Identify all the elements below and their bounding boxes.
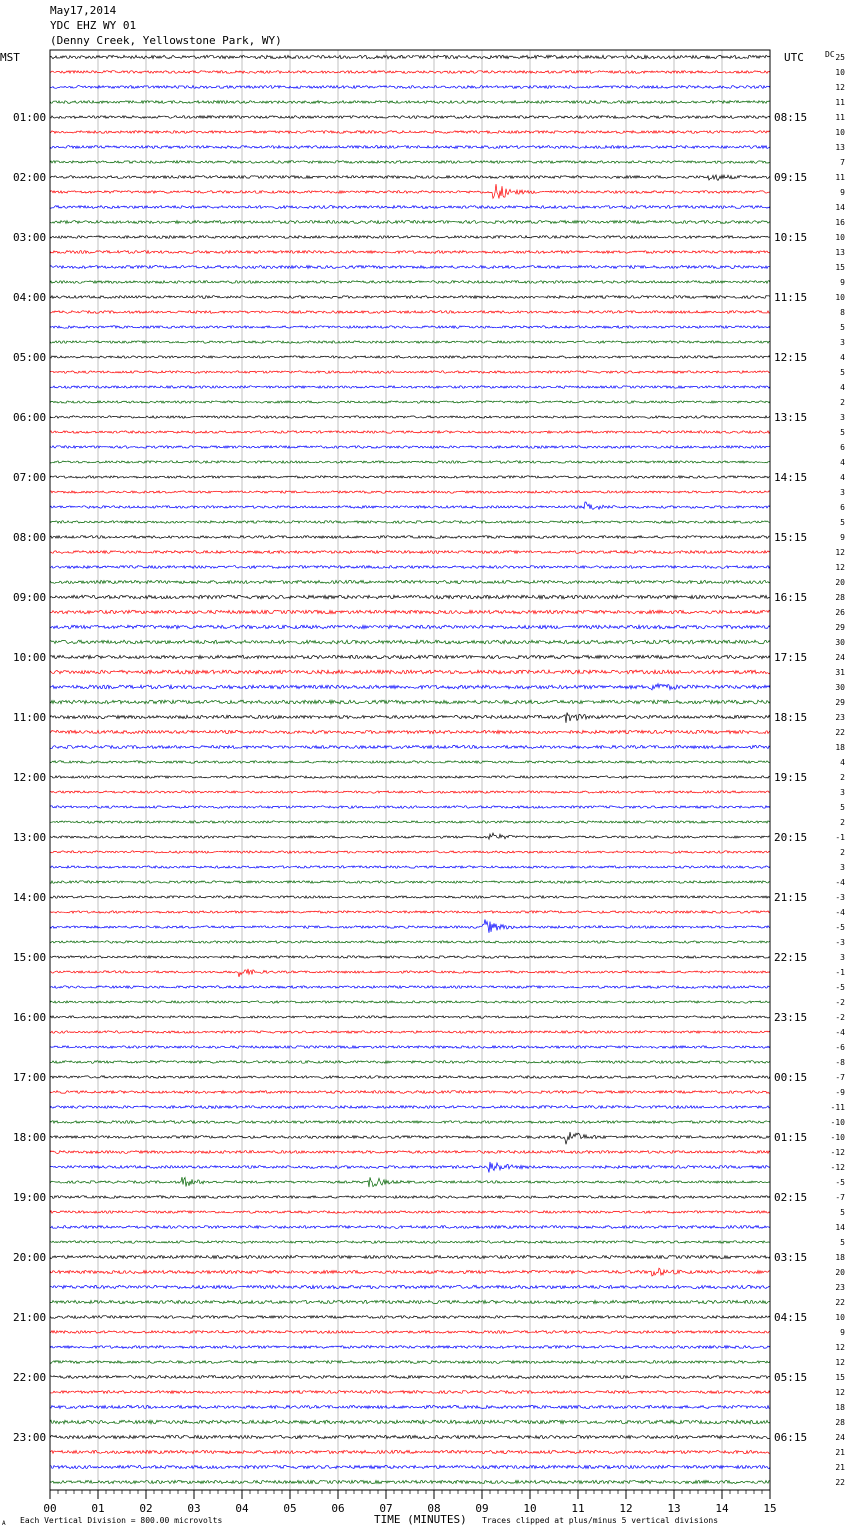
dc-offset-value: 16 (835, 218, 845, 227)
trace-42 (50, 684, 770, 690)
trace-54 (50, 866, 770, 868)
trace-57 (50, 911, 770, 913)
trace-33 (50, 551, 770, 554)
mst-hour-label: 11:00 (13, 711, 47, 724)
utc-hour-label: 03:15 (774, 1251, 808, 1264)
trace-23 (50, 401, 770, 403)
dc-offset-value: 9 (840, 188, 845, 197)
dc-offset-value: 6 (840, 503, 845, 512)
trace-63 (50, 1001, 770, 1003)
trace-58 (50, 919, 770, 932)
trace-67 (50, 1061, 770, 1064)
dc-offset-value: 3 (840, 788, 845, 797)
x-tick-label: 08 (427, 1502, 441, 1515)
mst-hour-label: 05:00 (13, 351, 47, 364)
trace-11 (50, 221, 770, 224)
dc-offset-value: 10 (835, 233, 845, 242)
mst-hour-label: 21:00 (13, 1311, 47, 1324)
trace-93 (50, 1450, 770, 1453)
mst-hour-label: 04:00 (13, 291, 47, 304)
dc-offset-value: 5 (840, 518, 845, 527)
dc-offset-value: 7 (840, 158, 845, 167)
trace-90 (50, 1406, 770, 1409)
dc-offset-value: 8 (840, 308, 845, 317)
dc-offset-value: 6 (840, 443, 845, 452)
trace-53 (50, 851, 770, 853)
utc-hour-label: 10:15 (774, 231, 808, 244)
dc-offset-value: 26 (835, 608, 845, 617)
dc-offset-value: 11 (835, 113, 845, 122)
dc-offset-value: 28 (835, 593, 845, 602)
trace-81 (50, 1268, 770, 1276)
trace-18 (50, 326, 770, 328)
dc-offset-value: 13 (835, 248, 845, 257)
trace-34 (50, 566, 770, 569)
mst-hour-label: 17:00 (13, 1071, 47, 1084)
dc-offset-value: 3 (840, 338, 845, 347)
mst-hour-label: 01:00 (13, 111, 47, 124)
dc-offset-value: 31 (835, 668, 845, 677)
mst-hour-label: 07:00 (13, 471, 47, 484)
dc-offset-value: 12 (835, 1388, 845, 1397)
trace-25 (50, 431, 770, 433)
dc-offset-value: 2 (840, 398, 845, 407)
dc-offset-value: 2 (840, 773, 845, 782)
dc-offset-value: 11 (835, 173, 845, 182)
dc-offset-value: 3 (840, 953, 845, 962)
trace-7 (50, 161, 770, 164)
utc-hour-label: 21:15 (774, 891, 808, 904)
dc-offset-value: 14 (835, 203, 845, 212)
trace-35 (50, 580, 770, 583)
trace-39 (50, 640, 770, 644)
dc-offset-value: 2 (840, 818, 845, 827)
x-axis (43, 1490, 776, 1515)
trace-68 (50, 1076, 770, 1079)
dc-offset-value: -12 (830, 1163, 845, 1172)
trace-79 (50, 1241, 770, 1243)
x-tick-label: 00 (43, 1502, 57, 1515)
x-tick-label: 09 (475, 1502, 489, 1515)
trace-82 (50, 1285, 770, 1288)
dc-offset-value: -2 (835, 1013, 845, 1022)
x-tick-label: 13 (667, 1502, 681, 1515)
utc-hour-label: 19:15 (774, 771, 808, 784)
mst-hour-label: 23:00 (13, 1431, 47, 1444)
utc-axis-label: UTC (784, 51, 804, 64)
trace-86 (50, 1346, 770, 1349)
mst-hour-label: 16:00 (13, 1011, 47, 1024)
dc-offset-value: 12 (835, 548, 845, 557)
trace-95 (50, 1480, 770, 1483)
trace-45 (50, 730, 770, 733)
station-code: YDC EHZ WY 01 (50, 19, 137, 32)
trace-85 (50, 1331, 770, 1334)
trace-28 (50, 476, 770, 478)
mst-hour-label: 06:00 (13, 411, 47, 424)
dc-offset-value: 4 (840, 758, 845, 767)
mst-hour-label: 14:00 (13, 891, 47, 904)
dc-offset-value: -4 (835, 878, 845, 887)
mst-hour-label: 15:00 (13, 951, 47, 964)
dc-offset-value: 4 (840, 458, 845, 467)
trace-83 (50, 1300, 770, 1303)
trace-49 (50, 791, 770, 793)
dc-offset-value: 15 (835, 1373, 845, 1382)
trace-31 (50, 521, 770, 523)
dc-offset-value: 9 (840, 1328, 845, 1337)
dc-offset-value: 4 (840, 353, 845, 362)
utc-hour-label: 13:15 (774, 411, 808, 424)
trace-77 (50, 1211, 770, 1213)
clipping-note: Traces clipped at plus/minus 5 vertical divisions (482, 1516, 719, 1525)
trace-26 (50, 446, 770, 448)
dc-offset-value: 22 (835, 1478, 845, 1487)
trace-32 (50, 536, 770, 539)
trace-30 (50, 502, 770, 509)
dc-offset-value: 21 (835, 1448, 845, 1457)
dc-offset-value: 12 (835, 563, 845, 572)
trace-94 (50, 1465, 770, 1468)
x-tick-label: 01 (91, 1502, 105, 1515)
dc-offset-value: 12 (835, 1358, 845, 1367)
trace-84 (50, 1316, 770, 1319)
mst-hour-label: 08:00 (13, 531, 47, 544)
trace-60 (50, 956, 770, 958)
trace-87 (50, 1361, 770, 1364)
dc-offset-value: 9 (840, 533, 845, 542)
dc-offset-value: 5 (840, 803, 845, 812)
dc-offset-value: 5 (840, 323, 845, 332)
mst-hour-label: 09:00 (13, 591, 47, 604)
trace-55 (50, 881, 770, 883)
dc-offset-value: -9 (835, 1088, 845, 1097)
trace-47 (50, 761, 770, 763)
utc-hour-label: 14:15 (774, 471, 808, 484)
utc-hour-label: 01:15 (774, 1131, 808, 1144)
dc-offset-value: 4 (840, 473, 845, 482)
dc-offset-labels (831, 53, 846, 1487)
dc-offset-value: -3 (835, 938, 845, 947)
dc-offset-value: 10 (835, 128, 845, 137)
dc-offset-value: -3 (835, 893, 845, 902)
dc-offset-value: 18 (835, 1253, 845, 1262)
dc-offset-value: -5 (835, 983, 845, 992)
utc-hour-label: 11:15 (774, 291, 808, 304)
dc-offset-value: -7 (835, 1193, 845, 1202)
dc-offset-value: 22 (835, 1298, 845, 1307)
dc-offset-value: 3 (840, 863, 845, 872)
mst-hour-labels (13, 111, 46, 1444)
dc-offset-value: -6 (835, 1043, 845, 1052)
trace-24 (50, 416, 770, 418)
trace-8 (50, 175, 770, 180)
trace-17 (50, 311, 770, 314)
dc-offset-value: -11 (830, 1103, 845, 1112)
mst-hour-label: 20:00 (13, 1251, 47, 1264)
dc-offset-value: -1 (835, 833, 845, 842)
trace-78 (50, 1226, 770, 1229)
dc-offset-value: 30 (835, 683, 845, 692)
trace-12 (50, 236, 770, 239)
x-tick-label: 14 (715, 1502, 729, 1515)
footer-mark: A (2, 1520, 6, 1527)
dc-offset-value: 24 (835, 653, 845, 662)
mst-hour-label: 10:00 (13, 651, 47, 664)
trace-56 (50, 896, 770, 898)
utc-hour-label: 23:15 (774, 1011, 808, 1024)
utc-hour-label: 05:15 (774, 1371, 808, 1384)
trace-64 (50, 1016, 770, 1018)
mst-hour-label: 12:00 (13, 771, 47, 784)
dc-offset-value: 18 (835, 1403, 845, 1412)
trace-15 (50, 281, 770, 284)
dc-offset-value: -2 (835, 998, 845, 1007)
dc-axis-label: DC (825, 50, 835, 59)
trace-61 (50, 969, 770, 977)
trace-91 (50, 1420, 770, 1424)
x-tick-label: 15 (763, 1502, 777, 1515)
trace-5 (50, 131, 770, 134)
x-tick-label: 10 (523, 1502, 537, 1515)
trace-36 (50, 595, 770, 599)
utc-hour-label: 06:15 (774, 1431, 808, 1444)
trace-2 (50, 86, 770, 89)
trace-50 (50, 806, 770, 808)
dc-offset-value: 21 (835, 1463, 845, 1472)
dc-offset-value: -4 (835, 1028, 845, 1037)
trace-75 (50, 1177, 770, 1187)
trace-48 (50, 776, 770, 778)
utc-hour-label: 12:15 (774, 351, 808, 364)
trace-59 (50, 941, 770, 943)
mst-hour-label: 03:00 (13, 231, 47, 244)
dc-offset-value: 12 (835, 83, 845, 92)
dc-offset-value: 22 (835, 728, 845, 737)
trace-71 (50, 1121, 770, 1124)
utc-hour-label: 22:15 (774, 951, 808, 964)
trace-69 (50, 1091, 770, 1094)
utc-hour-label: 15:15 (774, 531, 808, 544)
dc-offset-value: 23 (835, 1283, 845, 1292)
trace-37 (50, 610, 770, 613)
dc-offset-value: 25 (835, 53, 845, 62)
x-tick-label: 02 (139, 1502, 153, 1515)
dc-offset-value: -5 (835, 923, 845, 932)
utc-hour-label: 04:15 (774, 1311, 808, 1324)
dc-offset-value: 5 (840, 428, 845, 437)
utc-hour-label: 08:15 (774, 111, 808, 124)
trace-4 (50, 116, 770, 119)
trace-6 (50, 146, 770, 149)
dc-offset-value: 15 (835, 263, 845, 272)
dc-offset-value: 4 (840, 383, 845, 392)
trace-52 (50, 833, 770, 839)
trace-16 (50, 296, 770, 299)
mst-hour-label: 18:00 (13, 1131, 47, 1144)
dc-offset-value: -5 (835, 1178, 845, 1187)
trace-3 (50, 101, 770, 104)
trace-89 (50, 1391, 770, 1394)
dc-offset-value: 20 (835, 578, 845, 587)
dc-offset-value: 3 (840, 488, 845, 497)
dc-offset-value: 10 (835, 68, 845, 77)
trace-0 (50, 55, 770, 58)
dc-offset-value: 29 (835, 623, 845, 632)
trace-27 (50, 461, 770, 463)
mst-hour-label: 02:00 (13, 171, 47, 184)
dc-offset-value: 3 (840, 413, 845, 422)
utc-hour-labels (774, 111, 807, 1444)
trace-72 (50, 1132, 770, 1144)
x-tick-label: 04 (235, 1502, 249, 1515)
dc-offset-value: 5 (840, 1208, 845, 1217)
dc-offset-value: -1 (835, 968, 845, 977)
utc-hour-label: 18:15 (774, 711, 808, 724)
trace-14 (50, 266, 770, 269)
seismic-traces (50, 55, 770, 1483)
plot-frame (50, 50, 770, 1490)
dc-offset-value: 5 (840, 1238, 845, 1247)
dc-offset-value: 30 (835, 638, 845, 647)
trace-13 (50, 251, 770, 254)
trace-40 (50, 655, 770, 658)
x-tick-label: 07 (379, 1502, 393, 1515)
dc-offset-value: 28 (835, 1418, 845, 1427)
trace-46 (50, 746, 770, 749)
dc-offset-value: 14 (835, 1223, 845, 1232)
dc-offset-value: 10 (835, 1313, 845, 1322)
dc-offset-value: 12 (835, 1343, 845, 1352)
dc-offset-value: 2 (840, 848, 845, 857)
trace-80 (50, 1256, 770, 1259)
x-tick-label: 11 (571, 1502, 585, 1515)
trace-74 (50, 1162, 770, 1173)
trace-76 (50, 1196, 770, 1199)
trace-92 (50, 1435, 770, 1438)
utc-hour-label: 09:15 (774, 171, 808, 184)
dc-offset-value: 10 (835, 293, 845, 302)
trace-73 (50, 1151, 770, 1154)
dc-offset-value: -12 (830, 1148, 845, 1157)
dc-offset-value: -10 (830, 1118, 845, 1127)
station-location: (Denny Creek, Yellowstone Park, WY) (50, 34, 282, 47)
x-tick-label: 06 (331, 1502, 345, 1515)
trace-38 (50, 625, 770, 629)
x-axis-title: TIME (MINUTES) (374, 1513, 467, 1526)
dc-offset-value: 29 (835, 698, 845, 707)
dc-offset-value: -4 (835, 908, 845, 917)
dc-offset-value: 23 (835, 713, 845, 722)
dc-offset-value: 18 (835, 743, 845, 752)
trace-29 (50, 491, 770, 493)
trace-19 (50, 341, 770, 343)
trace-70 (50, 1106, 770, 1109)
mst-hour-label: 22:00 (13, 1371, 47, 1384)
trace-65 (50, 1031, 770, 1033)
trace-22 (50, 386, 770, 388)
trace-51 (50, 821, 770, 823)
dc-offset-value: -10 (830, 1133, 845, 1142)
mst-axis-label: MST (0, 51, 20, 64)
utc-hour-label: 02:15 (774, 1191, 808, 1204)
trace-20 (50, 356, 770, 358)
trace-43 (50, 700, 770, 704)
utc-hour-label: 20:15 (774, 831, 808, 844)
dc-offset-value: 5 (840, 368, 845, 377)
trace-88 (50, 1376, 770, 1379)
trace-41 (50, 670, 770, 674)
trace-66 (50, 1046, 770, 1048)
scale-note: Each Vertical Division = 800.00 microvolts (20, 1516, 223, 1525)
trace-1 (50, 71, 770, 74)
trace-9 (50, 184, 770, 199)
utc-hour-label: 17:15 (774, 651, 808, 664)
dc-offset-value: 11 (835, 98, 845, 107)
dc-offset-value: 9 (840, 278, 845, 287)
chart-date: May17,2014 (50, 4, 117, 17)
trace-21 (50, 371, 770, 373)
trace-10 (50, 206, 770, 209)
dc-offset-value: 24 (835, 1433, 845, 1442)
x-tick-label: 05 (283, 1502, 297, 1515)
dc-offset-value: -8 (835, 1058, 845, 1067)
dc-offset-value: 20 (835, 1268, 845, 1277)
dc-offset-value: 13 (835, 143, 845, 152)
mst-hour-label: 19:00 (13, 1191, 47, 1204)
utc-hour-label: 16:15 (774, 591, 808, 604)
trace-44 (50, 713, 770, 723)
trace-62 (50, 986, 770, 988)
x-tick-label: 12 (619, 1502, 633, 1515)
dc-offset-value: -7 (835, 1073, 845, 1082)
mst-hour-label: 13:00 (13, 831, 47, 844)
x-tick-label: 03 (187, 1502, 201, 1515)
utc-hour-label: 00:15 (774, 1071, 808, 1084)
